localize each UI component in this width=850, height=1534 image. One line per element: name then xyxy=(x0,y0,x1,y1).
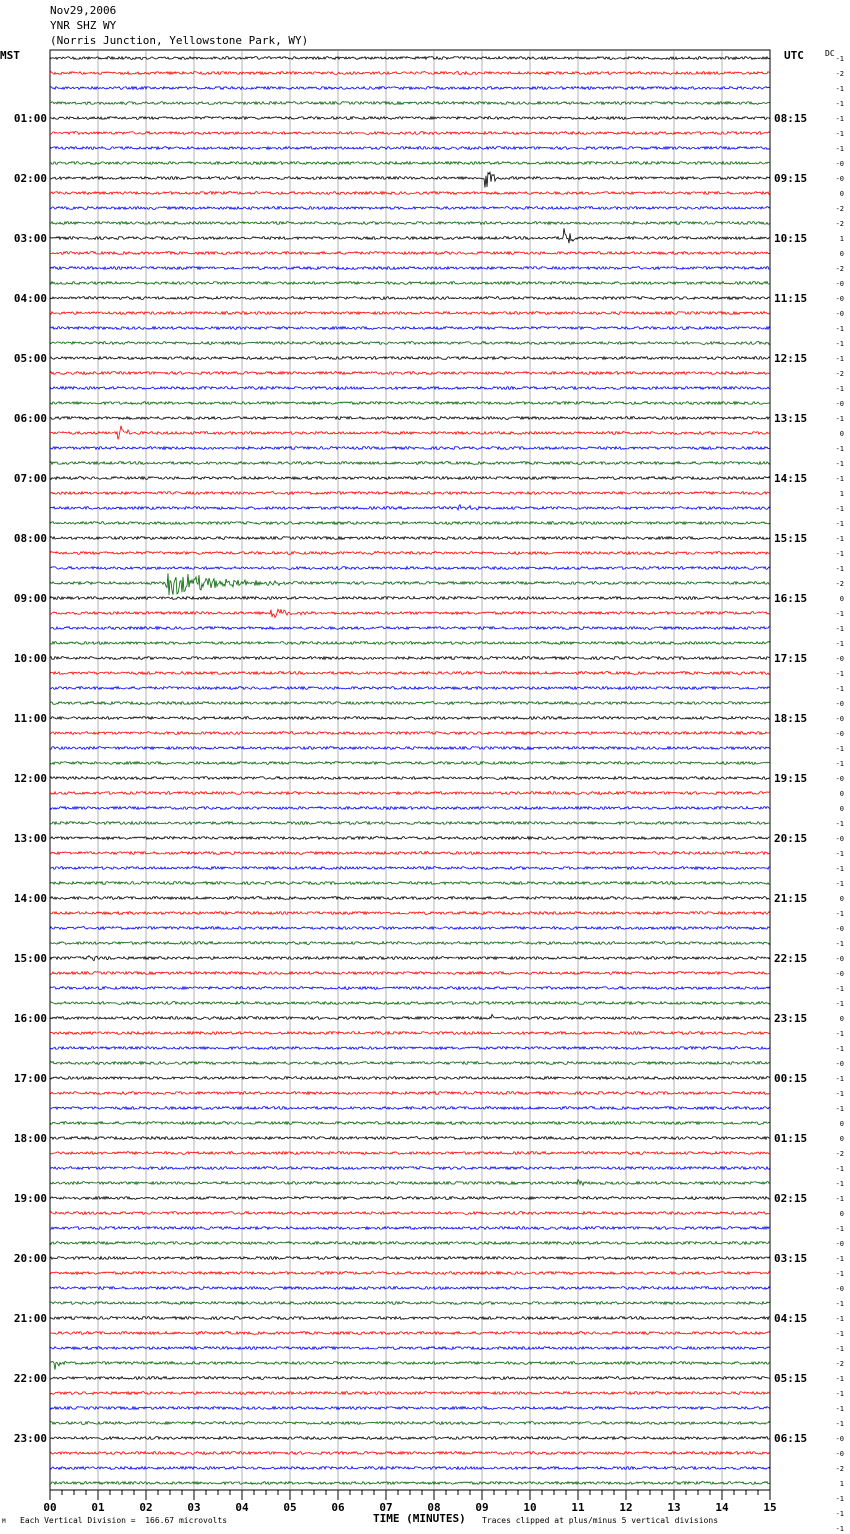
seismic-trace xyxy=(50,297,770,300)
mst-hour-label: 14:00 xyxy=(13,892,47,905)
dc-offset-label: -1 xyxy=(835,1315,844,1323)
dc-offset-label: 1 xyxy=(839,490,844,498)
utc-hour-label: 06:15 xyxy=(774,1432,808,1445)
mst-hour-label: 15:00 xyxy=(13,952,47,965)
utc-hour-label: 18:15 xyxy=(774,712,808,725)
dc-offset-label: -0 xyxy=(835,175,844,183)
seismic-trace xyxy=(50,956,770,961)
seismic-trace xyxy=(50,522,770,525)
seismic-trace xyxy=(50,597,770,600)
seismic-trace xyxy=(50,252,770,255)
seismic-trace xyxy=(50,372,770,375)
utc-hour-label: 01:15 xyxy=(774,1132,808,1145)
seismic-trace xyxy=(50,312,770,315)
mst-hour-label: 13:00 xyxy=(13,832,47,845)
utc-hour-label: 05:15 xyxy=(774,1372,808,1385)
seismic-trace xyxy=(50,1272,770,1275)
seismic-trace xyxy=(50,657,770,660)
seismic-trace xyxy=(50,1015,770,1020)
seismic-trace xyxy=(50,1077,770,1080)
mst-hour-label: 21:00 xyxy=(13,1312,47,1325)
utc-hour-label: 00:15 xyxy=(774,1072,808,1085)
dc-offset-label: -1 xyxy=(835,1390,844,1398)
dc-offset-label: -1 xyxy=(835,985,844,993)
seismic-trace xyxy=(50,1227,770,1230)
utc-hour-label: 14:15 xyxy=(774,472,808,485)
utc-hour-label: 12:15 xyxy=(774,352,808,365)
dc-offset-label: -1 xyxy=(835,1180,844,1188)
seismic-trace xyxy=(50,687,770,690)
dc-offset-label: -0 xyxy=(835,295,844,303)
dc-offset-label: -1 xyxy=(835,1255,844,1263)
dc-offset-label: -1 xyxy=(835,1105,844,1113)
dc-offset-label: -1 xyxy=(835,1510,844,1518)
seismic-trace xyxy=(50,1437,770,1440)
dc-offset-label: -1 xyxy=(835,610,844,618)
x-tick-label: 13 xyxy=(667,1501,681,1514)
seismic-trace xyxy=(50,837,770,840)
dc-offset-label: -1 xyxy=(835,1030,844,1038)
seismic-trace xyxy=(50,1122,770,1125)
seismic-trace xyxy=(50,1317,770,1320)
seismic-trace xyxy=(50,867,770,870)
seismic-trace xyxy=(50,1407,770,1410)
seismic-trace xyxy=(50,1467,770,1470)
dc-offset-label: 0 xyxy=(839,1210,844,1218)
utc-hour-label: 22:15 xyxy=(774,952,808,965)
seismic-trace xyxy=(50,1197,770,1200)
seismic-trace xyxy=(50,897,770,900)
mst-hour-label: 04:00 xyxy=(13,292,47,305)
mst-hour-label: 23:00 xyxy=(13,1432,47,1445)
mst-hour-label: 17:00 xyxy=(13,1072,47,1085)
seismic-trace xyxy=(50,222,770,225)
dc-offset-label: -1 xyxy=(835,1195,844,1203)
seismic-trace xyxy=(50,387,770,390)
plot-frame xyxy=(50,50,770,1490)
utc-hour-label: 13:15 xyxy=(774,412,808,425)
mst-hour-label: 01:00 xyxy=(13,112,47,125)
seismic-trace xyxy=(50,1062,770,1065)
utc-hour-label: 09:15 xyxy=(774,172,808,185)
utc-hour-label: 03:15 xyxy=(774,1252,808,1265)
mst-hour-label: 07:00 xyxy=(13,472,47,485)
dc-offset-label: -1 xyxy=(835,100,844,108)
station-id: YNR SHZ WY xyxy=(50,19,117,32)
x-tick-label: 07 xyxy=(379,1501,393,1514)
dc-offset-label: 0 xyxy=(839,805,844,813)
dc-offset-label: -0 xyxy=(835,835,844,843)
scale-note: Each Vertical Division = 166.67 microvolts xyxy=(20,1516,228,1525)
dc-offset-label: -1 xyxy=(835,1045,844,1053)
seismic-trace xyxy=(50,72,770,75)
dc-offset-label: 0 xyxy=(839,1120,844,1128)
dc-offset-label: -0 xyxy=(835,1240,844,1248)
dc-offset-label: -1 xyxy=(835,55,844,63)
dc-offset-label: -2 xyxy=(835,1150,844,1158)
dc-offset-label: -1 xyxy=(835,475,844,483)
mst-hour-label: 06:00 xyxy=(13,412,47,425)
seismic-trace xyxy=(50,207,770,210)
dc-offset-label: -0 xyxy=(835,400,844,408)
dc-offset-label: -1 xyxy=(835,685,844,693)
mst-hour-label: 11:00 xyxy=(13,712,47,725)
dc-offset-label: -1 xyxy=(835,1525,844,1533)
dc-offset-label: -2 xyxy=(835,220,844,228)
x-tick-label: 10 xyxy=(523,1501,537,1514)
seismic-trace xyxy=(50,57,770,60)
dc-offset-label: -1 xyxy=(835,760,844,768)
dc-offset-label: -0 xyxy=(835,715,844,723)
dc-offset-label: 0 xyxy=(839,595,844,603)
dc-offset-label: -0 xyxy=(835,1285,844,1293)
seismic-trace xyxy=(50,1332,770,1335)
seismic-trace xyxy=(50,117,770,120)
dc-offset-label: -1 xyxy=(835,1000,844,1008)
mst-hour-label: 12:00 xyxy=(13,772,47,785)
dc-offset-label: -1 xyxy=(835,1345,844,1353)
mst-hour-label: 16:00 xyxy=(13,1012,47,1025)
seismic-trace xyxy=(50,1482,770,1485)
seismic-trace xyxy=(50,1152,770,1155)
seismic-trace xyxy=(50,927,770,930)
mst-hour-label: 19:00 xyxy=(13,1192,47,1205)
dc-offset-label: -1 xyxy=(835,820,844,828)
seismic-trace xyxy=(50,505,770,510)
seismic-trace xyxy=(50,162,770,165)
seismic-trace xyxy=(50,852,770,855)
dc-offset-label: -1 xyxy=(835,1225,844,1233)
dc-label: DC xyxy=(825,49,835,58)
x-tick-label: 09 xyxy=(475,1501,489,1514)
seismic-trace xyxy=(50,1392,770,1395)
seismic-trace xyxy=(50,267,770,270)
utc-hour-label: 10:15 xyxy=(774,232,808,245)
seismic-trace xyxy=(50,1347,770,1350)
seismic-trace xyxy=(50,342,770,345)
seismic-trace xyxy=(50,1287,770,1290)
chart-date: Nov29,2006 xyxy=(50,4,117,17)
mst-hour-label: 09:00 xyxy=(13,592,47,605)
dc-offset-label: -1 xyxy=(835,85,844,93)
dc-offset-label: -0 xyxy=(835,310,844,318)
seismic-trace xyxy=(50,1047,770,1050)
dc-offset-label: -1 xyxy=(835,445,844,453)
mst-hour-label: 10:00 xyxy=(13,652,47,665)
dc-offset-label: -1 xyxy=(835,415,844,423)
seismic-trace xyxy=(50,882,770,885)
dc-offset-label: 0 xyxy=(839,1135,844,1143)
x-tick-label: 05 xyxy=(283,1501,297,1514)
seismic-trace xyxy=(50,1092,770,1095)
dc-offset-label: -1 xyxy=(835,850,844,858)
dc-offset-label: -2 xyxy=(835,580,844,588)
dc-offset-label: -1 xyxy=(835,1300,844,1308)
dc-offset-label: -1 xyxy=(835,145,844,153)
seismic-trace xyxy=(50,822,770,825)
seismic-trace xyxy=(50,777,770,780)
seismic-trace xyxy=(50,1452,770,1455)
seismic-trace xyxy=(50,87,770,90)
dc-offset-label: -1 xyxy=(835,505,844,513)
utc-hour-label: 02:15 xyxy=(774,1192,808,1205)
dc-offset-label: -0 xyxy=(835,730,844,738)
seismic-trace xyxy=(50,551,770,554)
seismic-trace xyxy=(50,402,770,405)
seismic-trace xyxy=(50,672,770,675)
utc-hour-label: 23:15 xyxy=(774,1012,808,1025)
mst-hour-label: 03:00 xyxy=(13,232,47,245)
seismic-trace xyxy=(50,447,770,450)
seismic-trace xyxy=(50,417,770,420)
seismic-trace xyxy=(50,228,770,243)
dc-offset-label: -1 xyxy=(835,1495,844,1503)
dc-offset-label: -1 xyxy=(835,535,844,543)
utc-hour-label: 15:15 xyxy=(774,532,808,545)
seismic-trace xyxy=(50,1361,770,1369)
seismic-trace xyxy=(50,1137,770,1140)
dc-offset-label: -1 xyxy=(835,115,844,123)
clip-note: Traces clipped at plus/minus 5 vertical divisions xyxy=(482,1516,719,1525)
dc-offset-label: -1 xyxy=(835,1375,844,1383)
x-tick-label: 15 xyxy=(763,1501,777,1514)
seismic-trace xyxy=(50,912,770,915)
x-tick-label: 06 xyxy=(331,1501,345,1514)
utc-hour-label: 19:15 xyxy=(774,772,808,785)
dc-offset-label: -1 xyxy=(835,1090,844,1098)
dc-offset-label: -1 xyxy=(835,340,844,348)
dc-offset-label: -0 xyxy=(835,1435,844,1443)
seismic-trace xyxy=(50,282,770,285)
station-location: (Norris Junction, Yellowstone Park, WY) xyxy=(50,34,309,47)
seismic-trace xyxy=(50,1032,770,1035)
dc-offset-label: -1 xyxy=(835,385,844,393)
seismic-trace xyxy=(50,426,770,440)
dc-offset-label: 0 xyxy=(839,250,844,258)
dc-offset-label: -0 xyxy=(835,970,844,978)
utc-hour-label: 08:15 xyxy=(774,112,808,125)
seismic-trace xyxy=(50,172,770,187)
corner-mark: M xyxy=(2,1518,6,1525)
seismic-trace xyxy=(50,609,770,617)
dc-offset-label: -2 xyxy=(835,70,844,78)
seismic-trace xyxy=(50,357,770,360)
mst-hour-label: 20:00 xyxy=(13,1252,47,1265)
seismic-trace xyxy=(50,1212,770,1215)
x-tick-label: 02 xyxy=(139,1501,153,1514)
dc-offset-label: 0 xyxy=(839,1015,844,1023)
dc-offset-label: 1 xyxy=(839,235,844,243)
x-axis-label: TIME (MINUTES) xyxy=(373,1512,466,1525)
right-axis-label: UTC xyxy=(784,49,804,62)
seismic-trace xyxy=(50,573,770,595)
dc-offset-label: -0 xyxy=(835,775,844,783)
dc-offset-label: -1 xyxy=(835,520,844,528)
seismic-trace xyxy=(50,462,770,465)
seismic-trace xyxy=(50,702,770,705)
dc-offset-label: -1 xyxy=(835,1405,844,1413)
x-tick-label: 01 xyxy=(91,1501,105,1514)
dc-offset-label: -0 xyxy=(835,925,844,933)
x-tick-label: 08 xyxy=(427,1501,441,1514)
seismic-trace xyxy=(50,537,770,540)
dc-offset-label: -1 xyxy=(835,880,844,888)
dc-offset-label: -2 xyxy=(835,1465,844,1473)
seismic-trace xyxy=(50,1107,770,1110)
mst-hour-label: 08:00 xyxy=(13,532,47,545)
dc-offset-label: -1 xyxy=(835,325,844,333)
dc-offset-label: -1 xyxy=(835,940,844,948)
left-axis-label: MST xyxy=(0,49,20,62)
utc-hour-label: 17:15 xyxy=(774,652,808,665)
dc-offset-label: -1 xyxy=(835,670,844,678)
seismic-trace xyxy=(50,327,770,330)
seismic-trace xyxy=(50,492,770,495)
dc-offset-label: 0 xyxy=(839,895,844,903)
dc-offset-label: -1 xyxy=(835,355,844,363)
dc-offset-label: -0 xyxy=(835,955,844,963)
x-tick-label: 03 xyxy=(187,1501,201,1514)
seismic-trace xyxy=(50,942,770,945)
seismic-trace xyxy=(50,747,770,750)
seismic-trace xyxy=(50,1257,770,1260)
x-tick-label: 00 xyxy=(43,1501,57,1514)
seismic-trace xyxy=(50,102,770,105)
seismic-trace xyxy=(50,1377,770,1380)
seismic-trace xyxy=(50,1302,770,1305)
mst-hour-label: 02:00 xyxy=(13,172,47,185)
dc-offset-label: 0 xyxy=(839,790,844,798)
seismic-trace xyxy=(50,987,770,990)
seismic-trace xyxy=(50,1180,770,1186)
mst-hour-label: 22:00 xyxy=(13,1372,47,1385)
x-tick-label: 14 xyxy=(715,1501,729,1514)
seismic-trace xyxy=(50,477,770,480)
seismic-trace xyxy=(50,807,770,810)
dc-offset-label: -1 xyxy=(835,640,844,648)
dc-offset-label: 1 xyxy=(839,1480,844,1488)
dc-offset-label: -1 xyxy=(835,550,844,558)
seismic-trace xyxy=(50,1167,770,1170)
dc-offset-label: -2 xyxy=(835,205,844,213)
dc-offset-label: -1 xyxy=(835,1420,844,1428)
dc-offset-label: -1 xyxy=(835,910,844,918)
dc-offset-label: -0 xyxy=(835,700,844,708)
dc-offset-label: -1 xyxy=(835,745,844,753)
seismic-trace xyxy=(50,627,770,630)
mst-hour-label: 18:00 xyxy=(13,1132,47,1145)
dc-offset-label: -1 xyxy=(835,865,844,873)
dc-offset-label: 0 xyxy=(839,430,844,438)
dc-offset-label: -1 xyxy=(835,130,844,138)
utc-hour-label: 11:15 xyxy=(774,292,808,305)
seismic-trace xyxy=(50,147,770,150)
mst-hour-label: 05:00 xyxy=(13,352,47,365)
dc-offset-label: -1 xyxy=(835,625,844,633)
dc-offset-label: 0 xyxy=(839,190,844,198)
seismic-trace xyxy=(50,972,770,975)
utc-hour-label: 04:15 xyxy=(774,1312,808,1325)
utc-hour-label: 21:15 xyxy=(774,892,808,905)
seismic-trace xyxy=(50,567,770,570)
seismic-trace xyxy=(50,192,770,195)
dc-offset-label: -1 xyxy=(835,1330,844,1338)
x-tick-label: 11 xyxy=(571,1501,585,1514)
seismic-trace xyxy=(50,732,770,735)
dc-offset-label: -1 xyxy=(835,1165,844,1173)
utc-hour-label: 16:15 xyxy=(774,592,808,605)
dc-offset-label: -2 xyxy=(835,1360,844,1368)
dc-offset-label: -1 xyxy=(835,565,844,573)
dc-offset-label: -0 xyxy=(835,280,844,288)
dc-offset-label: -1 xyxy=(835,1270,844,1278)
seismic-trace xyxy=(50,717,770,720)
dc-offset-label: -0 xyxy=(835,655,844,663)
dc-offset-label: -1 xyxy=(835,1075,844,1083)
x-tick-label: 12 xyxy=(619,1501,633,1514)
seismic-trace xyxy=(50,642,770,645)
x-tick-label: 04 xyxy=(235,1501,249,1514)
dc-offset-label: -2 xyxy=(835,265,844,273)
seismic-trace xyxy=(50,1242,770,1245)
dc-offset-label: -0 xyxy=(835,1060,844,1068)
utc-hour-label: 20:15 xyxy=(774,832,808,845)
seismic-trace xyxy=(50,1002,770,1005)
dc-offset-label: -2 xyxy=(835,370,844,378)
seismic-trace xyxy=(50,132,770,135)
seismic-trace xyxy=(50,1422,770,1425)
dc-offset-label: -1 xyxy=(835,460,844,468)
dc-offset-label: -0 xyxy=(835,160,844,168)
dc-offset-label: -0 xyxy=(835,1450,844,1458)
seismic-trace xyxy=(50,792,770,795)
seismic-trace xyxy=(50,762,770,765)
